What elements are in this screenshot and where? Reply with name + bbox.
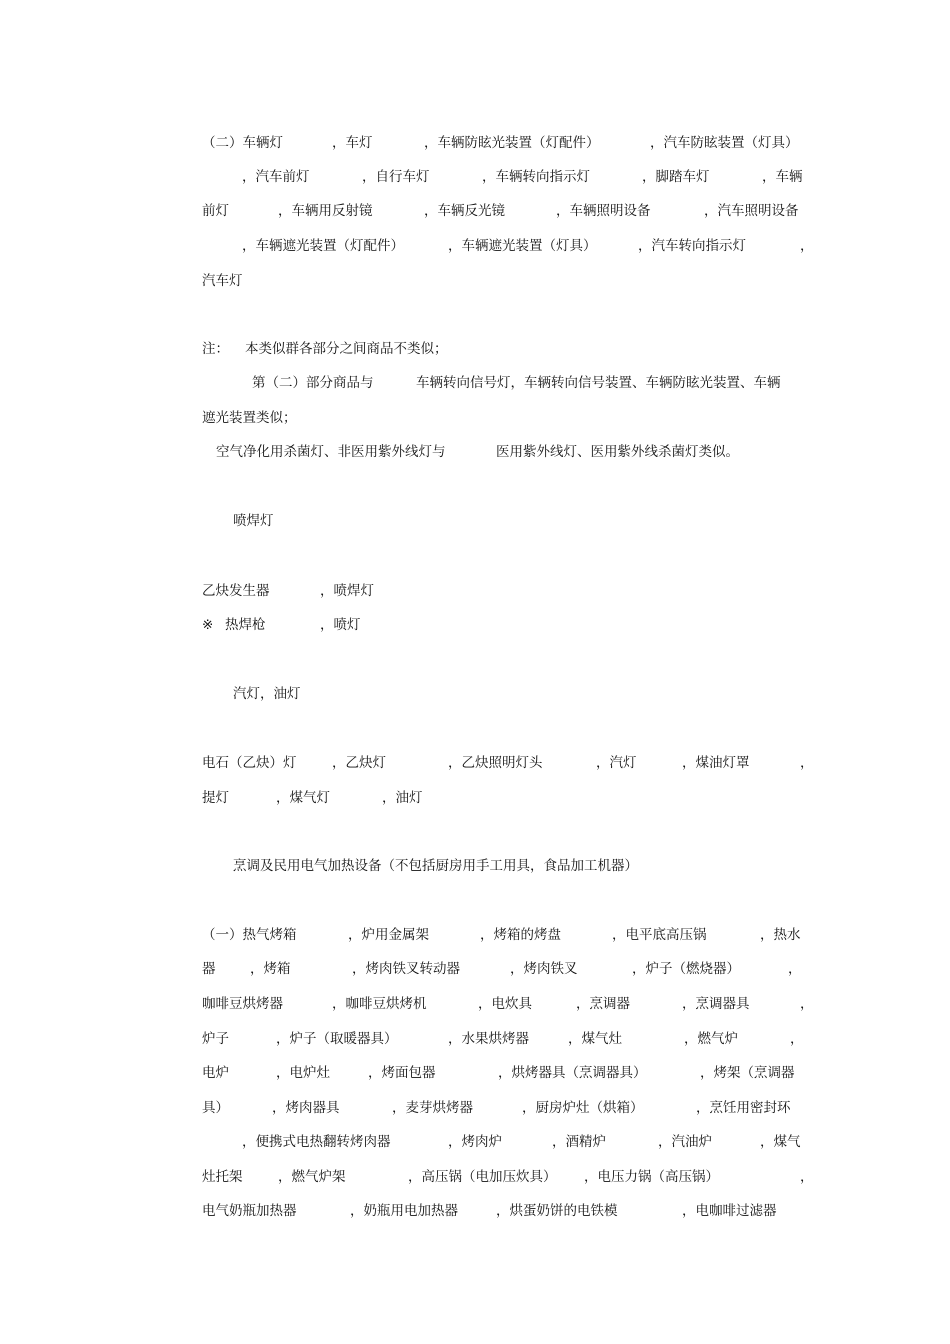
text-segment: 电石（乙炔）灯 — [202, 755, 297, 771]
text-segment: ，烤肉器具 — [272, 1100, 340, 1116]
text-segment: ，酒精炉 — [552, 1134, 606, 1150]
text-segment: ，煤气灶 — [568, 1031, 622, 1047]
text-segment: （二）车辆灯 — [202, 135, 283, 151]
text-segment: ，电炉灶 — [276, 1065, 330, 1081]
text-segment: 烹调及民用电气加热设备（不包括厨房用手工用具，食品加工机器） — [233, 858, 638, 874]
text-segment: 车辆转向信号灯，车辆转向信号装置、车辆防眩光装置、车辆 — [416, 375, 781, 391]
text-line — [0, 371, 950, 395]
text-line — [0, 957, 950, 981]
text-segment: ，乙炔灯 — [332, 755, 386, 771]
text-segment: ，燃气炉架 — [278, 1169, 346, 1185]
text-segment: ，奶瓶用电加热器 — [350, 1203, 458, 1219]
text-segment: ，煤油灯罩 — [682, 755, 750, 771]
text-segment: ，电炊具 — [478, 996, 532, 1012]
text-segment: 遮光装置类似； — [202, 410, 297, 426]
text-segment: 汽车灯 — [202, 273, 243, 289]
text-segment: ， — [790, 1031, 804, 1047]
text-segment: ，烤箱 — [250, 961, 291, 977]
text-segment: ，喷灯 — [320, 617, 361, 633]
text-segment: ，便携式电热翻转烤肉器 — [242, 1134, 391, 1150]
text-segment: 电气奶瓶加热器 — [202, 1203, 297, 1219]
text-segment: 咖啡豆烘烤器 — [202, 996, 283, 1012]
text-line — [0, 1130, 950, 1154]
text-line — [0, 751, 950, 775]
text-segment: ，烤肉铁叉 — [510, 961, 578, 977]
text-segment: 前灯 — [202, 203, 229, 219]
text-segment: ，电咖啡过滤器 — [682, 1203, 777, 1219]
text-segment: ， — [800, 1169, 814, 1185]
text-line — [0, 509, 950, 533]
text-segment: ，炉用金属架 — [348, 927, 429, 943]
text-segment: ，电平底高压锅 — [612, 927, 707, 943]
text-line — [0, 682, 950, 706]
text-segment: ，车辆遮光装置（灯具） — [448, 238, 597, 254]
text-segment: ，车辆 — [762, 169, 803, 185]
text-segment: ，车辆防眩光装置（灯配件） — [424, 135, 600, 151]
text-line — [0, 1061, 950, 1085]
text-segment: 汽灯，油灯 — [233, 686, 301, 702]
text-segment: ，烤肉铁叉转动器 — [352, 961, 460, 977]
text-segment: ，车辆转向指示灯 — [482, 169, 590, 185]
text-segment: 空气净化用杀菌灯、非医用紫外线灯与 — [216, 444, 446, 460]
text-line — [0, 1096, 950, 1120]
text-segment: ，煤气灯 — [276, 790, 330, 806]
text-segment: ，汽灯 — [596, 755, 637, 771]
text-segment: （一）热气烤箱 — [202, 927, 297, 943]
text-segment: 电炉 — [202, 1065, 229, 1081]
text-segment: ，车辆照明设备 — [556, 203, 651, 219]
text-segment: ， — [800, 238, 814, 254]
text-segment: ，煤气 — [760, 1134, 801, 1150]
text-segment: 注： — [202, 341, 229, 357]
text-segment: ，电压力锅（高压锅） — [584, 1169, 719, 1185]
text-segment: 灶托架 — [202, 1169, 243, 1185]
text-segment: 炉子 — [202, 1031, 229, 1047]
text-segment: ，烹调器 — [576, 996, 630, 1012]
text-segment: ，烤箱的烤盘 — [480, 927, 561, 943]
text-line — [0, 992, 950, 1016]
text-line — [0, 579, 950, 603]
text-segment: 第（二）部分商品与 — [252, 375, 374, 391]
text-segment: 医用紫外线灯、医用紫外线杀菌灯类似。 — [496, 444, 739, 460]
text-segment: ，油灯 — [382, 790, 423, 806]
text-segment: ，汽车照明设备 — [704, 203, 799, 219]
text-segment: ，厨房炉灶（烘箱） — [522, 1100, 644, 1116]
text-segment: ※ — [202, 617, 214, 633]
text-line — [0, 199, 950, 223]
text-line — [0, 234, 950, 258]
text-segment: ，炉子（燃烧器） — [632, 961, 740, 977]
text-segment: ，麦芽烘烤器 — [392, 1100, 473, 1116]
text-segment: ，脚踏车灯 — [642, 169, 710, 185]
text-segment: ，汽车防眩装置（灯具） — [650, 135, 799, 151]
text-segment: ，烤肉炉 — [448, 1134, 502, 1150]
text-segment: ，汽油炉 — [658, 1134, 712, 1150]
text-line — [0, 1165, 950, 1189]
text-segment: ，自行车灯 — [362, 169, 430, 185]
text-line — [0, 131, 950, 155]
text-segment: 乙炔发生器 — [202, 583, 270, 599]
text-segment: ，车灯 — [332, 135, 373, 151]
text-segment: 本类似群各部分之间商品不类似； — [245, 341, 448, 357]
text-line — [0, 613, 950, 637]
text-line — [0, 440, 950, 464]
text-line — [0, 1027, 950, 1051]
text-segment: 喷焊灯 — [233, 513, 274, 529]
text-segment: ， — [800, 996, 814, 1012]
text-line — [0, 923, 950, 947]
text-segment: 热焊枪 — [225, 617, 266, 633]
text-segment: 提灯 — [202, 790, 229, 806]
text-segment: ，车辆反光镜 — [424, 203, 505, 219]
text-segment: ，高压锅（电加压炊具） — [408, 1169, 557, 1185]
text-line — [0, 337, 950, 361]
text-segment: ，烤架（烹调器 — [700, 1065, 795, 1081]
text-segment: ，烘蛋奶饼的电铁模 — [496, 1203, 618, 1219]
text-line — [0, 786, 950, 810]
text-segment: ，车辆用反射镜 — [278, 203, 373, 219]
text-segment: ， — [800, 755, 814, 771]
text-line — [0, 1199, 950, 1223]
text-segment: ，喷焊灯 — [320, 583, 374, 599]
text-segment: ，咖啡豆烘烤机 — [332, 996, 427, 1012]
text-segment: ，烤面包器 — [368, 1065, 436, 1081]
text-line — [0, 165, 950, 189]
text-segment: ，汽车前灯 — [242, 169, 310, 185]
text-segment: ，烘烤器具（烹调器具） — [498, 1065, 647, 1081]
text-segment: ，燃气炉 — [684, 1031, 738, 1047]
text-segment: ，烹饪用密封环 — [696, 1100, 791, 1116]
text-segment: ，汽车转向指示灯 — [638, 238, 746, 254]
text-line — [0, 854, 950, 878]
text-segment: ，车辆遮光装置（灯配件） — [242, 238, 404, 254]
text-line — [0, 269, 950, 293]
text-segment: ，炉子（取暖器具） — [276, 1031, 398, 1047]
text-segment: ，水果烘烤器 — [448, 1031, 529, 1047]
text-segment: ，热水 — [760, 927, 801, 943]
text-segment: ，烹调器具 — [682, 996, 750, 1012]
text-line — [0, 406, 950, 430]
text-segment: ， — [788, 961, 802, 977]
text-segment: ，乙炔照明灯头 — [448, 755, 543, 771]
text-segment: 具） — [202, 1100, 229, 1116]
text-segment: 器 — [202, 961, 216, 977]
